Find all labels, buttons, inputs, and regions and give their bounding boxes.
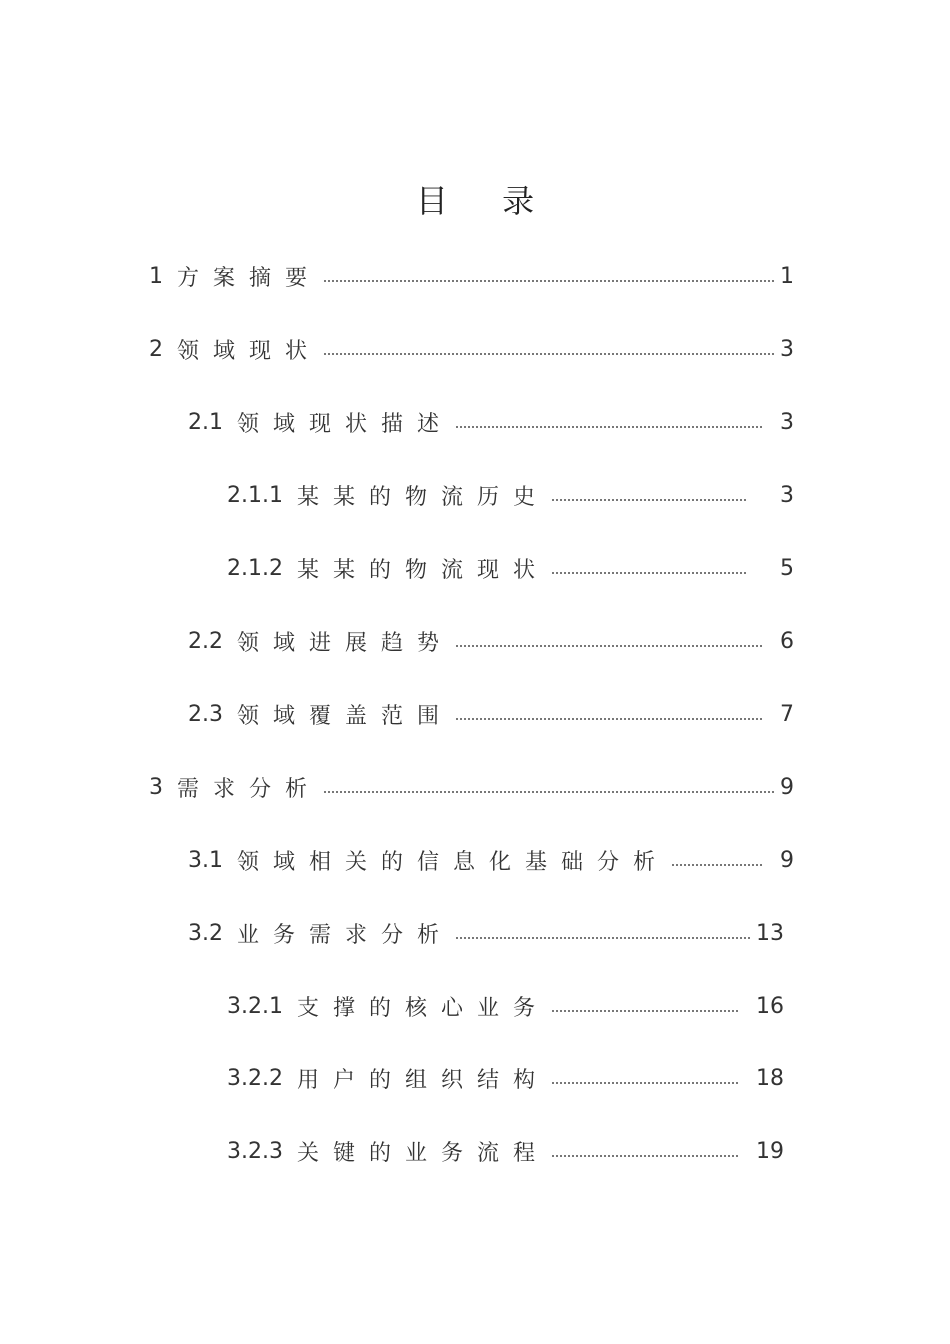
toc-entry-text: 领域相关的信息化基础分析 bbox=[237, 849, 670, 875]
toc-entry-text: 需求分析 bbox=[177, 776, 322, 802]
toc-entry[interactable] bbox=[149, 329, 794, 369]
toc-entry-text: 某某的物流现状 bbox=[296, 557, 549, 583]
dot-leader bbox=[551, 1155, 738, 1157]
toc-title: 目 录 bbox=[415, 182, 557, 220]
toc-entry[interactable] bbox=[227, 475, 794, 515]
dot-leader bbox=[323, 791, 774, 793]
toc-entry-text: 用户的组织结构 bbox=[296, 1067, 549, 1093]
dot-leader bbox=[551, 572, 748, 574]
toc-entry-page: 3 bbox=[780, 409, 794, 435]
toc-entry[interactable] bbox=[227, 986, 784, 1026]
toc-entry-number: 3 bbox=[149, 774, 163, 800]
toc-entry-page: 18 bbox=[756, 1065, 784, 1091]
toc-entry[interactable] bbox=[227, 1131, 784, 1171]
dot-leader bbox=[551, 1082, 738, 1084]
dot-leader bbox=[551, 499, 748, 501]
toc-entry[interactable] bbox=[188, 840, 794, 880]
toc-entry-page: 6 bbox=[780, 628, 794, 654]
dot-leader bbox=[455, 937, 750, 939]
toc-entry[interactable] bbox=[149, 256, 794, 296]
toc-entry-page: 9 bbox=[780, 774, 794, 800]
toc-entry-page: 1 bbox=[780, 263, 794, 289]
toc-entry-text: 业务需求分析 bbox=[237, 922, 454, 948]
toc-entry-number: 2.1.1 bbox=[227, 482, 283, 508]
toc-entry-number: 2.1.2 bbox=[227, 555, 283, 581]
dot-leader bbox=[671, 864, 762, 866]
toc-entry[interactable] bbox=[227, 1058, 784, 1098]
toc-entry-number: 1 bbox=[149, 263, 163, 289]
toc-entry-page: 13 bbox=[756, 920, 784, 946]
toc-entry[interactable] bbox=[188, 694, 794, 734]
dot-leader bbox=[551, 1010, 738, 1012]
toc-entry-text: 领域进展趋势 bbox=[237, 630, 454, 656]
toc-entry-text: 领域现状描述 bbox=[237, 411, 454, 437]
toc-entry-page: 3 bbox=[780, 482, 794, 508]
toc-entry-number: 3.2 bbox=[188, 920, 223, 946]
toc-entry-number: 3.1 bbox=[188, 847, 223, 873]
toc-entry-page: 5 bbox=[780, 555, 794, 581]
toc-entry[interactable] bbox=[188, 913, 784, 953]
toc-entry-text: 方案摘要 bbox=[177, 265, 322, 291]
toc-entry-number: 3.2.3 bbox=[227, 1138, 283, 1164]
toc-entry[interactable] bbox=[149, 767, 794, 807]
toc-entry-number: 2 bbox=[149, 336, 163, 362]
toc-entry-text: 支撑的核心业务 bbox=[296, 995, 549, 1021]
toc-entry-text: 关键的业务流程 bbox=[296, 1140, 549, 1166]
toc-entry[interactable] bbox=[188, 402, 794, 442]
toc-entry[interactable] bbox=[188, 621, 794, 661]
toc-entry-text: 领域覆盖范围 bbox=[237, 703, 454, 729]
toc-entry[interactable] bbox=[227, 548, 794, 588]
toc-entry-number: 3.2.2 bbox=[227, 1065, 283, 1091]
toc-entry-page: 9 bbox=[780, 847, 794, 873]
dot-leader bbox=[323, 353, 774, 355]
toc-entry-text: 领域现状 bbox=[177, 338, 322, 364]
toc-entry-page: 3 bbox=[780, 336, 794, 362]
dot-leader bbox=[323, 280, 774, 282]
toc-entry-number: 2.3 bbox=[188, 701, 223, 727]
dot-leader bbox=[455, 426, 762, 428]
toc-entry-text: 某某的物流历史 bbox=[296, 484, 549, 510]
toc-entry-page: 16 bbox=[756, 993, 784, 1019]
toc-entry-page: 7 bbox=[780, 701, 794, 727]
toc-entry-page: 19 bbox=[756, 1138, 784, 1164]
toc-entry-number: 2.2 bbox=[188, 628, 223, 654]
dot-leader bbox=[455, 645, 762, 647]
toc-entry-number: 3.2.1 bbox=[227, 993, 283, 1019]
toc-entry-number: 2.1 bbox=[188, 409, 223, 435]
dot-leader bbox=[455, 718, 762, 720]
